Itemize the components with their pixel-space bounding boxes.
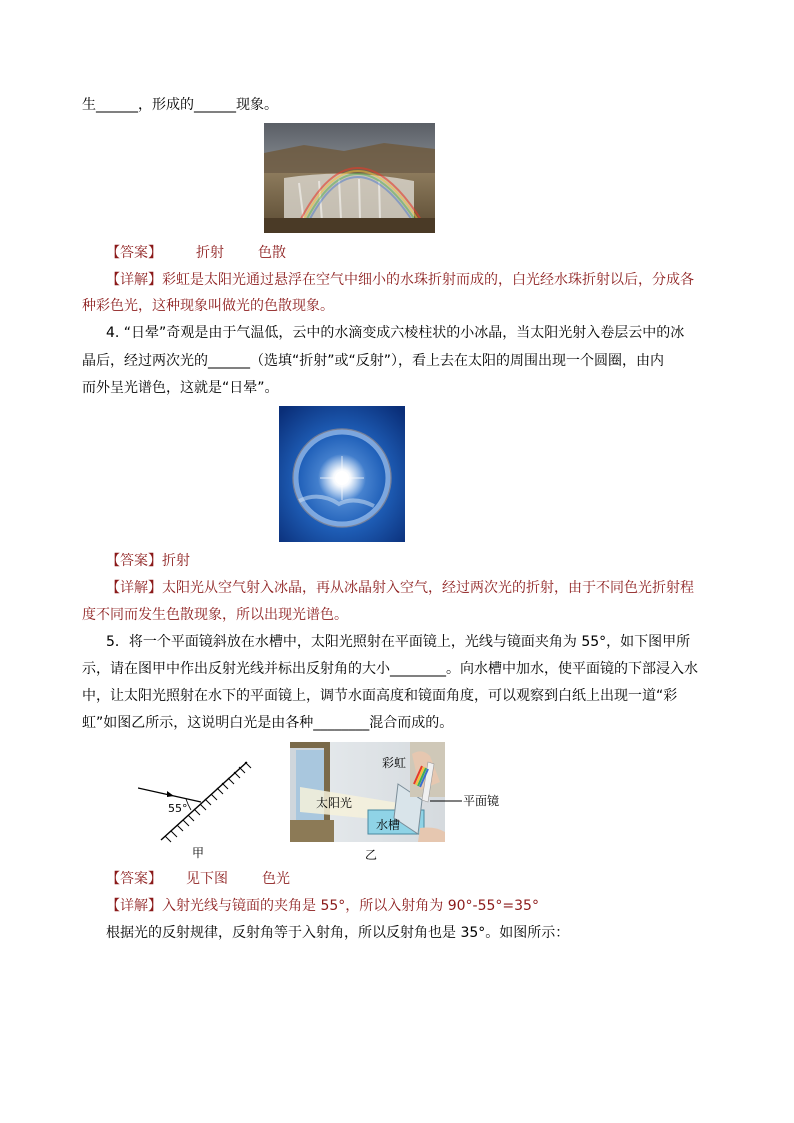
q5-line-2: 示，请在图甲中作出反射光线并标出反射角的大小________。向水槽中加水，使平面镜的下部浸入水 — [82, 661, 698, 677]
rainbow-photo — [264, 123, 435, 233]
q5-detail-line-2: 根据光的反射规律，反射角等于入射角，所以反射角也是 35°。如图所示： — [106, 925, 570, 941]
q4-detail-line-1 — [106, 579, 694, 597]
answer-value-2: 色散 — [258, 245, 286, 261]
detail-text: 太阳光从空气射入冰晶，再从冰晶射入空气，经过两次光的折射，由于不同色光折射程 — [162, 580, 694, 596]
q4-line-1: 4. “日晕”奇观是由于气温低，云中的水滴变成六棱柱状的小冰晶，当太阳光射入卷层云中的冰 — [106, 325, 685, 341]
label-rainbow: 彩虹 — [382, 756, 407, 770]
sun-halo-image — [279, 406, 405, 542]
detail-tag: 【详解】 — [106, 898, 162, 914]
q4-line-2: 晶后，经过两次光的______（选填“折射”或“反射”），看上去在太阳的周围出现一个圆圈，由内 — [82, 353, 665, 369]
detail-tag: 【详解】 — [106, 272, 162, 288]
mirror-pointer-line — [430, 798, 462, 804]
answer-value-1: 折射 — [162, 553, 190, 569]
figure-yi — [290, 742, 445, 842]
q5-line-4: 虹”如图乙所示，这说明白光是由各种________混合而成的。 — [82, 715, 454, 731]
q3-detail-line-2: 种彩色光，这种现象叫做光的色散现象。 — [82, 298, 334, 314]
q3-answer-line — [106, 244, 286, 262]
answer-value-2: 色光 — [262, 871, 290, 887]
q5-line-1: 5．将一个平面镜斜放在水槽中，太阳光照射在平面镜上，光线与镜面夹角为 55°，如下图甲所 — [106, 634, 691, 650]
detail-text: 彩虹是太阳光通过悬浮在空气中细小的水珠折射而成的，白光经水珠折射以后，分成各 — [162, 272, 694, 288]
q5-detail-line-1 — [106, 897, 539, 915]
angle-label: 55° — [168, 802, 188, 815]
figure-jia — [138, 752, 258, 847]
answer-value-1: 折射 — [196, 245, 224, 261]
label-mirror: 平面镜 — [463, 794, 500, 808]
tank-rainbow-image — [290, 742, 445, 842]
q5-answer-line — [106, 870, 290, 888]
label-sunlight: 太阳光 — [316, 796, 353, 810]
mirror-surface — [161, 762, 247, 840]
detail-text: 入射光线与镜面的夹角是 55°，所以入射角为 90°-55°=35° — [162, 898, 539, 914]
answer-value-1: 见下图 — [186, 871, 228, 887]
figure-jia-caption: 甲 — [192, 846, 205, 860]
ray-arrow-icon — [167, 791, 174, 797]
q5-line-3: 中，让太阳光照射在水下的平面镜上，调节水面高度和镜面角度，可以观察到白纸上出现一道“彩 — [82, 688, 678, 704]
rainbow-image — [264, 123, 435, 233]
mirror-diagram — [138, 752, 258, 847]
answer-tag: 【答案】 — [106, 553, 162, 569]
q3-detail-line-1 — [106, 271, 694, 289]
answer-tag: 【答案】 — [106, 871, 162, 887]
q4-answer-line — [106, 552, 190, 570]
detail-tag: 【详解】 — [106, 580, 162, 596]
figure-yi-caption: 乙 — [365, 848, 378, 862]
label-tank: 水槽 — [376, 818, 401, 832]
q4-detail-line-2: 度不同而发生色散现象，所以出现光谱色。 — [82, 607, 348, 623]
halo-photo — [279, 406, 405, 542]
q3-line-1: 生______，形成的______现象。 — [82, 97, 278, 113]
q4-line-3: 而外呈光谱色，这就是“日晕”。 — [82, 380, 279, 396]
answer-tag: 【答案】 — [106, 245, 162, 261]
